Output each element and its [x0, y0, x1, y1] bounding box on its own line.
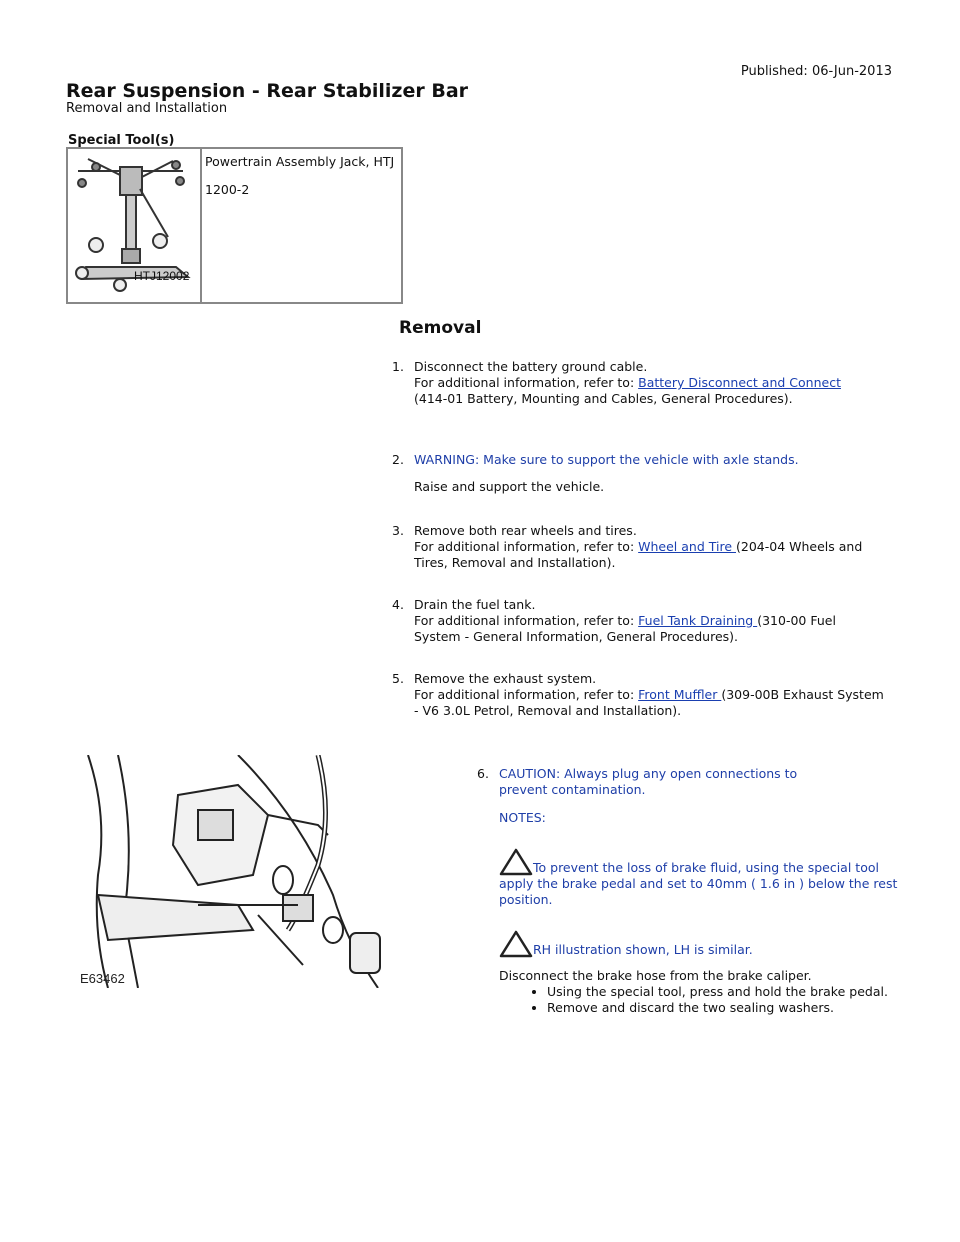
ref-suffix: (414-01 Battery, Mounting and Cables, General Procedures). — [414, 391, 793, 406]
list-item: • Remove and discard the two sealing washers. — [547, 1000, 899, 1016]
list-item: • Using the special tool, press and hold the brake pedal. — [547, 984, 899, 1000]
step-6-bullets — [499, 984, 899, 1016]
caution-triangle-icon — [499, 930, 533, 958]
step-text: Remove both rear wheels and tires. — [414, 523, 637, 538]
fuel-tank-draining-link[interactable]: Fuel Tank Draining — [638, 613, 758, 628]
note-2-text: RH illustration shown, LH is similar. — [533, 942, 753, 957]
special-tools-label: Special Tool(s) — [68, 133, 175, 148]
ref-suffix: (309-00B Exhaust System - V6 3.0L Petrol, Removal and Installation). — [414, 687, 884, 718]
brake-caliper-illustration — [78, 755, 408, 988]
step-2 — [392, 452, 884, 495]
page-subtitle: Removal and Installation — [66, 101, 228, 116]
step-number: 2. — [392, 452, 404, 467]
tool-name: Powertrain Assembly Jack, HTJ — [205, 154, 395, 169]
step-number: 6. — [477, 766, 489, 781]
ref-prefix: For additional information, refer to: — [414, 687, 639, 702]
note-1 — [499, 848, 899, 908]
step-text: Remove the exhaust system. — [414, 671, 597, 686]
battery-disconnect-link[interactable]: Battery Disconnect and Connect — [638, 375, 841, 390]
ref-prefix: For additional information, refer to: — [414, 613, 639, 628]
ref-prefix: For additional information, refer to: — [414, 539, 639, 554]
warning-text: WARNING: Make sure to support the vehicle with axle stands. — [414, 452, 799, 467]
ref-prefix: For additional information, refer to: — [414, 375, 639, 390]
jack-illustration — [68, 149, 202, 302]
step-number: 3. — [392, 523, 404, 538]
step-1 — [392, 359, 884, 407]
removal-heading: Removal — [399, 318, 482, 338]
notes-label: NOTES: — [499, 810, 546, 825]
caution-text: CAUTION: Always plug any open connections to prevent contamination. — [499, 766, 798, 797]
step-text: Disconnect the brake hose from the brake caliper. — [499, 968, 812, 983]
note-1-text: To prevent the loss of brake fluid, using the special tool apply the brake pedal and set to 40mm ( 1.6 in ) below the rest position. — [499, 860, 898, 907]
wheel-and-tire-link[interactable]: Wheel and Tire — [638, 539, 736, 554]
ref-suffix: (204-04 Wheels and Tires, Removal and Installation). — [414, 539, 863, 570]
step-number: 5. — [392, 671, 404, 686]
jack-image-code: HTJ12002 — [134, 269, 190, 283]
step-3 — [392, 523, 884, 571]
special-tools-table — [66, 147, 403, 304]
figure-code: E63462 — [80, 971, 125, 986]
note-2 — [499, 930, 899, 958]
step-4 — [392, 597, 884, 645]
step-6 — [477, 766, 899, 1016]
front-muffler-link[interactable]: Front Muffler — [638, 687, 722, 702]
step-number: 4. — [392, 597, 404, 612]
caution-triangle-icon — [499, 848, 533, 876]
step-number: 1. — [392, 359, 404, 374]
ref-suffix: (310-00 Fuel System - General Information, General Procedures). — [414, 613, 836, 644]
page-title: Rear Suspension - Rear Stabilizer Bar — [66, 80, 469, 102]
step-text: Raise and support the vehicle. — [414, 479, 605, 494]
step-text: Drain the fuel tank. — [414, 597, 536, 612]
step-5 — [392, 671, 884, 719]
published-date: Published: 06-Jun-2013 — [740, 64, 892, 79]
tool-number: 1200-2 — [205, 182, 250, 197]
step-text: Disconnect the battery ground cable. — [414, 359, 648, 374]
